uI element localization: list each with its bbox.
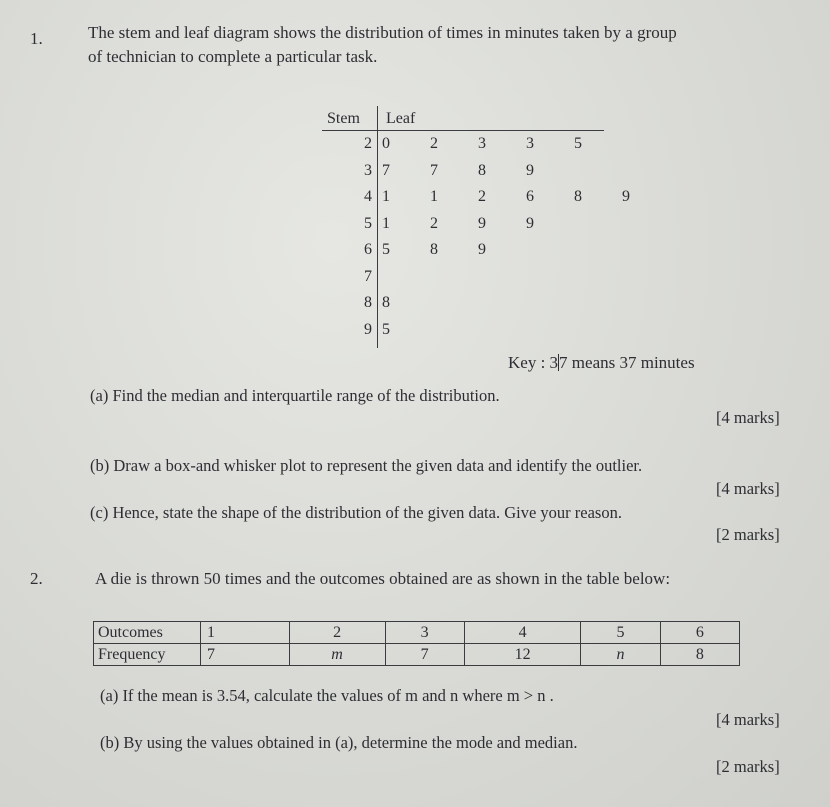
question-1-number: 1. [30, 29, 43, 48]
outcome-cell: 6 [660, 622, 739, 644]
frequency-label: Frequency [94, 644, 201, 666]
question-1-part-b-marks: [4 marks] [716, 479, 780, 498]
key-prefix: Key : 3 [508, 353, 559, 372]
frequency-cell: m [289, 644, 385, 666]
stem-leaf-key [508, 353, 695, 373]
question-1-text-line2: of technician to complete a particular task. [88, 47, 378, 66]
question-2-part-a: (a) If the mean is 3.54, calculate the values of m and n where m > n . [100, 686, 554, 705]
leaf-value: 1 [382, 214, 390, 232]
frequency-cell: 8 [660, 644, 739, 666]
outcomes-label: Outcomes [94, 622, 201, 644]
leaf-value: 2 [430, 135, 438, 152]
question-1-part-c-marks: [2 marks] [716, 525, 780, 544]
leaf-value: 9 [622, 188, 630, 205]
leaf-value: 2 [478, 188, 486, 205]
leaf-value: 8 [430, 241, 438, 258]
leaf-value: 8 [382, 294, 390, 311]
outcome-cell: 2 [289, 622, 385, 644]
leaf-value: 6 [526, 188, 534, 205]
stem-value: 2 [364, 135, 372, 152]
leaf-value: 7 [430, 161, 438, 179]
outcome-cell: 3 [385, 622, 464, 644]
leaf-value: 5 [382, 241, 390, 258]
stem-header: Stem [327, 110, 360, 127]
outcomes-row [94, 622, 740, 644]
leaf-value: 9 [526, 214, 534, 232]
leaf-value: 8 [574, 188, 582, 205]
stem-leaf-header-rule [322, 130, 604, 131]
outcome-cell: 5 [581, 622, 660, 644]
stem-value: 9 [364, 320, 372, 338]
leaf-value: 8 [478, 161, 486, 179]
leaf-value: 3 [526, 135, 534, 152]
question-2-number: 2. [30, 569, 43, 588]
leaf-value: 0 [382, 135, 390, 152]
question-2-text: A die is thrown 50 times and the outcomes obtained are as shown in the table below: [95, 569, 671, 588]
key-suffix: means 37 minutes [567, 353, 695, 372]
frequency-cell: 7 [201, 644, 290, 666]
leaf-value: 2 [430, 214, 438, 232]
leaf-value: 9 [478, 214, 486, 232]
question-1-part-a-marks: [4 marks] [716, 408, 780, 427]
question-1-part-b: (b) Draw a box-and whisker plot to represent the given data and identify the outlier. [90, 456, 643, 475]
question-2-part-a-marks: [4 marks] [716, 710, 780, 729]
stem-value: 6 [364, 241, 372, 258]
leaf-value: 1 [382, 188, 390, 205]
outcome-cell: 1 [201, 622, 290, 644]
leaf-value: 9 [526, 161, 534, 179]
question-1-part-c: (c) Hence, state the shape of the distribution of the given data. Give your reason. [90, 503, 622, 522]
stem-value: 3 [364, 161, 372, 179]
stem-value: 4 [364, 188, 372, 205]
stem-value: 5 [364, 214, 372, 232]
key-leaf: 7 [559, 353, 568, 372]
leaf-header: Leaf [386, 110, 416, 127]
leaf-value: 3 [478, 135, 486, 152]
question-1-text-line1: The stem and leaf diagram shows the distribution of times in minutes taken by a group [88, 23, 677, 42]
frequency-cell: 7 [385, 644, 464, 666]
leaf-value: 9 [478, 241, 486, 258]
question-2-part-b: (b) By using the values obtained in (a), determine the mode and median. [100, 733, 578, 752]
frequency-cell: 12 [464, 644, 581, 666]
frequency-table [93, 621, 740, 666]
frequency-row [94, 644, 740, 666]
frequency-cell: n [581, 644, 660, 666]
leaf-value: 5 [574, 135, 582, 152]
leaf-value: 7 [382, 161, 390, 179]
leaf-value: 1 [430, 188, 438, 205]
stem-value: 7 [364, 267, 372, 285]
question-1-part-a: (a) Find the median and interquartile range of the distribution. [90, 386, 500, 405]
outcome-cell: 4 [464, 622, 581, 644]
stem-value: 8 [364, 294, 372, 311]
leaf-value: 5 [382, 320, 390, 338]
question-2-part-b-marks: [2 marks] [716, 757, 780, 776]
